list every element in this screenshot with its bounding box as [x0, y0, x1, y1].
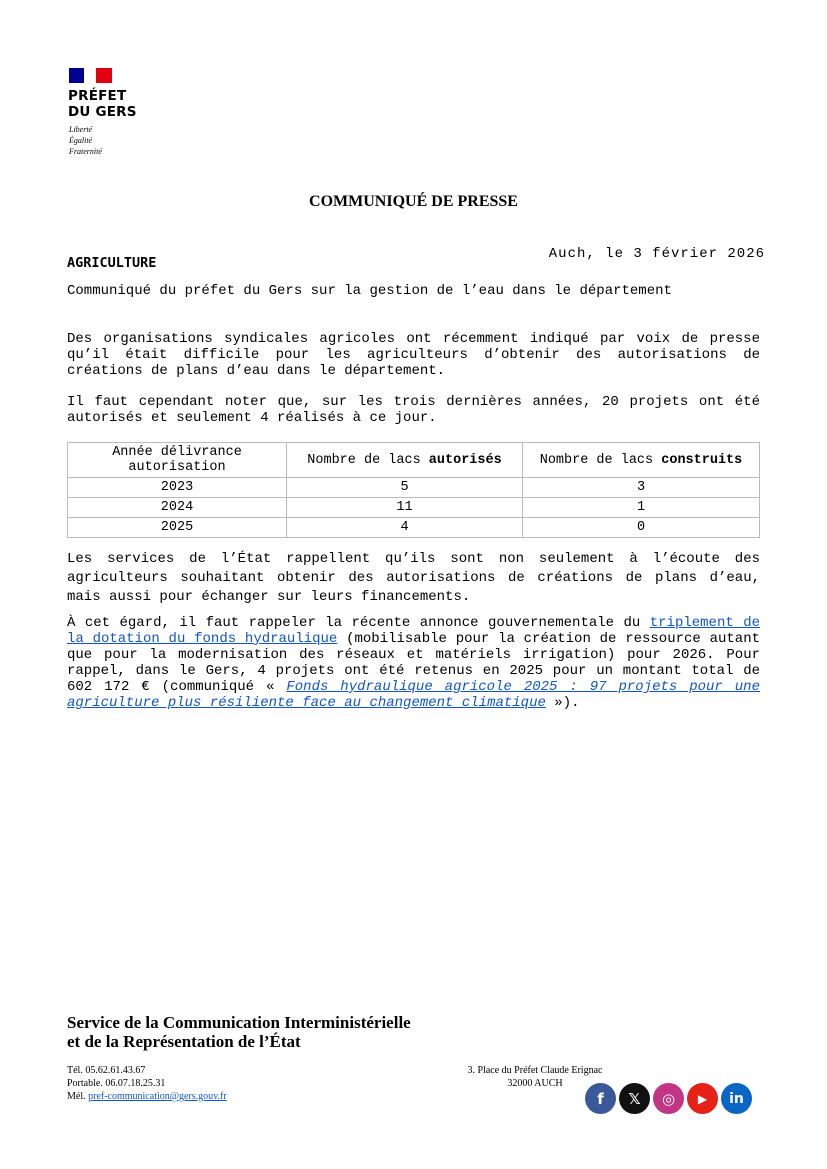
table-row [68, 518, 760, 538]
footer-email-line [67, 1090, 227, 1103]
cell-built: 0 [523, 518, 760, 538]
section-heading: AGRICULTURE [67, 255, 157, 271]
prefecture-logo-title [68, 88, 137, 120]
footer-address-line-2: 32000 AUCH [507, 1078, 563, 1089]
link-fonds-hydraulique[interactable]: triplement de la dotation du fonds hydraulique [67, 615, 761, 647]
facebook-icon[interactable]: f [585, 1083, 616, 1114]
cell-year: 2023 [68, 478, 287, 498]
header-year: Année délivrance autorisation [68, 443, 287, 478]
footer-email-link[interactable]: pref-communication@gers.gouv.fr [88, 1091, 227, 1102]
header-built-prefix: Nombre de lacs [539, 452, 662, 468]
footer-mobile: Portable. 06.07.18.25.31 [67, 1078, 166, 1089]
motto-fraternite: Fraternité [69, 147, 102, 156]
logo-line-1: PRÉFET [68, 88, 127, 104]
table-row [68, 498, 760, 518]
footer-service-title [67, 1013, 411, 1051]
footer-email-label: Mél. [67, 1091, 89, 1102]
header-authorized-bold: autorisés [428, 452, 502, 468]
funding-text-b: (mobilisable pour la création de ressource autant que pour la modernisation des réseaux et matériels irrigation) pour 2026. Pour rappel, dans le Gers, 4 projets ont été retenus en 2025 pour un montant total de 602 172 € (communiqué « [67, 631, 760, 695]
press-release-date: Auch, le 3 février 2026 [548, 246, 765, 262]
footer-title-line-1: Service de la Communication Interministérielle [67, 1013, 411, 1032]
page-title: COMMUNIQUÉ DE PRESSE [309, 193, 518, 210]
cell-built: 1 [523, 498, 760, 518]
header-built-bold: construits [661, 452, 743, 468]
motto-egalite: Égalité [69, 136, 93, 145]
instagram-icon[interactable]: ◎ [653, 1083, 684, 1114]
header-built [523, 443, 760, 478]
funding-text-c: »). [545, 695, 580, 711]
link-communique-2025[interactable]: Fonds hydraulique agricole 2025 : 97 projets pour une agriculture plus résiliente face au changement climatique [67, 679, 760, 711]
table-header-row [68, 443, 760, 478]
header-authorized-prefix: Nombre de lacs [307, 452, 429, 468]
footer-title-line-2: et de la Représentation de l’État [67, 1032, 301, 1051]
press-release-subtitle: Communiqué du préfet du Gers sur la gestion de l’eau dans le département [67, 283, 672, 299]
paragraph-intro: Des organisations syndicales agricoles ont récemment indiqué par voix de presse qu’il était difficile pour les agriculteurs d’obtenir des autorisations de créations de plans d’eau dans le département. [67, 331, 760, 379]
funding-text-a: À cet égard, il faut rappeler la récente annonce gouvernementale du [67, 615, 650, 631]
header-authorized [287, 443, 523, 478]
cell-authorized: 4 [287, 518, 523, 538]
paragraph-figures: Il faut cependant noter que, sur les trois dernières années, 20 projets ont été autorisés et seulement 4 réalisés à ce jour. [67, 394, 760, 426]
linkedin-icon[interactable]: in [721, 1083, 752, 1114]
x-icon[interactable]: 𝕏 [619, 1083, 650, 1114]
cell-year: 2025 [68, 518, 287, 538]
cell-authorized: 5 [287, 478, 523, 498]
footer-phone: Tél. 05.62.61.43.67 [67, 1065, 146, 1076]
paragraph-services: Les services de l’État rappellent qu’ils sont non seulement à l’écoute des agriculteurs souhaitant obtenir des autorisations de créations de plans d’eau, mais aussi pour échanger sur leurs financements. [67, 551, 760, 605]
cell-built: 3 [523, 478, 760, 498]
table-row [68, 478, 760, 498]
lakes-authorization-table [67, 442, 760, 538]
paragraph-funding [67, 615, 760, 711]
cell-authorized: 11 [287, 498, 523, 518]
logo-line-2: DU GERS [68, 104, 137, 120]
footer-address-line-1: 3. Place du Préfet Claude Erignac [467, 1065, 603, 1076]
social-links [585, 1083, 752, 1114]
republic-motto [69, 124, 102, 157]
youtube-icon[interactable]: ▶ [687, 1083, 718, 1114]
cell-year: 2024 [68, 498, 287, 518]
motto-liberte: Liberté [69, 125, 93, 134]
marianne-flag-icon [69, 68, 112, 83]
footer-contact [67, 1064, 227, 1103]
